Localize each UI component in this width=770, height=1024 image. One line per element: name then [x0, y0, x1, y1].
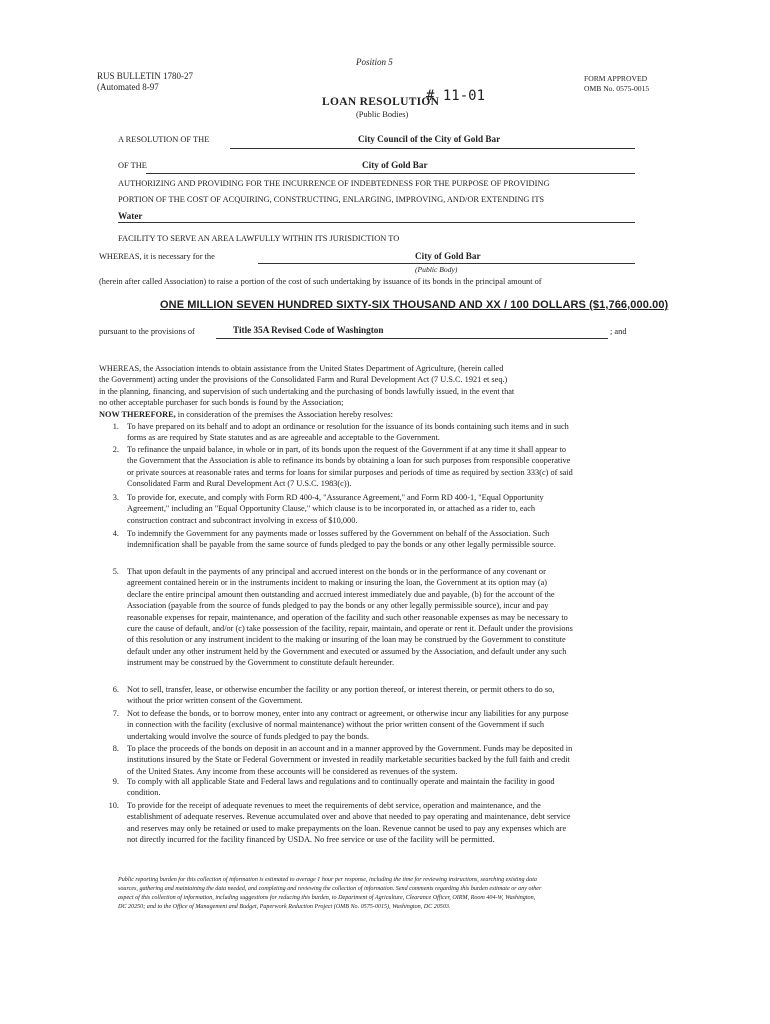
item-number: 5.: [112, 567, 119, 576]
item-text: To have prepared on its behalf and to adopt an ordinance or resolution for the issuance of its bonds containing such items and in such forms as are required by State statutes and as are agreeable and acceptable to the Government.: [127, 422, 569, 443]
whereas-underline: [258, 263, 635, 264]
item-number: 3.: [112, 493, 119, 502]
item-text: Not to sell, transfer, lease, or otherwise encumber the facility or any portion thereof, or interest therein, or permit others to do so, without the prior written consent of the Government.: [127, 685, 555, 706]
whereas-paragraph-line: in the planning, financing, and supervision of such undertaking and the purchasing of bonds lawfully issued, in the event that: [99, 386, 515, 396]
bulletin-number: RUS BULLETIN 1780-27: [97, 71, 193, 81]
resolution-of-label: A RESOLUTION OF THE: [118, 135, 210, 144]
item-number: 7.: [112, 709, 119, 718]
item-number: 10.: [108, 801, 119, 810]
of-the-label: OF THE: [118, 161, 147, 170]
facility-type: Water: [118, 211, 143, 221]
now-therefore-line: [99, 409, 644, 420]
pursuant-label: pursuant to the provisions of: [99, 327, 195, 336]
whereas-paragraph-line: no other acceptable purchaser for such bonds is found by the Association;: [99, 398, 344, 408]
item-text: To place the proceeds of the bonds on deposit in an account and in a manner approved by the Government. Funds may be deposited in institutions insured by the State or Federal Government or invested in readily marketable securities backed by the full faith and credit of the United States. Any income from these accounts will be considered as revenues of the system.: [127, 744, 573, 776]
item-text: To provide for, execute, and comply with Form RD 400-4, "Assurance Agreement," and Form RD 400-1, "Equal Opportunity Agreement," including an "Equal Opportunity Clause," which clause is to be incorporated in, or attached as a rider to, each construction contract and subcontract involving in excess of $10,000.: [127, 493, 544, 525]
pursuant-statute: Title 35A Revised Code of Washington: [233, 325, 384, 335]
item-number: 8.: [112, 744, 119, 753]
document-subtitle: (Public Bodies): [356, 110, 409, 119]
item-text: To comply with all applicable State and Federal laws and regulations and to continually operate and maintain the facility in good condition.: [127, 777, 555, 798]
public-body-caption: (Public Body): [415, 265, 458, 274]
pursuant-suffix: ; and: [610, 327, 627, 336]
item-text: That upon default in the payments of any principal and accrued interest on the bonds or in the performance of any covenant or agreement contained herein or in the instruments incident to making or insuring the loan, the Government at its option may (a) declare the entire principal amount then outstanding and accrued interest immediately due and payable, (b) for the account of the Association (payable from the source of funds pledged to pay the bonds or any other legally permissible source), incur and pay reasonable expenses for repair, maintenance, and operation of the facility and such other reasonable expenses as may be necessary to cure the cause of default, and/or (c) take possession of the facility, repair, maintain, and operate or rent it. Default under the provisions of this resolution or any instrument incident to the making or insuring of the loan may be construed by the Government to constitute default under any other instrument held by the Government and executed or assumed by the Association, and default under any such instrument may be construed by the Government to constitute default hereunder.: [127, 567, 573, 668]
item-number: 6.: [112, 685, 119, 694]
resolution-of-value: City Council of the City of Gold Bar: [358, 134, 501, 144]
now-therefore-lead: NOW THEREFORE,: [99, 409, 176, 419]
paperwork-burden-statement: Public reporting burden for this collection of information is estimated to average 1 hour per response, including the time for reviewing instructions, searching existing data sources, gathering and maintaining the data needed, and completing and reviewing the collection of information. Send comments regarding this burden estimate or any other aspect of this collection of information, including suggestions for reducing this burden, to Department of Agriculture, Clearance Officer, OIRM, Room 404-W, Washington, DC 20250; and to the Office of Management and Budget, Paperwork Reduction Project (OMB No. 0575-0015), Washington, DC 20503.: [118, 877, 542, 910]
loan-amount: ONE MILLION SEVEN HUNDRED SIXTY-SIX THOUSAND AND XX / 100 DOLLARS ($1,766,000.00): [160, 299, 669, 311]
item-number: 9.: [112, 777, 119, 786]
whereas-label: WHEREAS, it is necessary for the: [99, 252, 215, 261]
item-number: 4.: [112, 529, 119, 538]
item-text: Not to defease the bonds, or to borrow money, enter into any contract or agreement, or otherwise incur any liabilities for any purpose in connection with the facility (exclusive of normal maintenance) without the prior written consent of the Government if such undertaking would involve the source of funds pledged to pay the bonds.: [127, 709, 569, 741]
pursuant-underline: [216, 338, 608, 339]
of-the-value: City of Gold Bar: [362, 160, 428, 170]
bulletin-date: (Automated 8-97: [97, 82, 159, 92]
form-approved-label: FORM APPROVED: [584, 74, 648, 83]
whereas-paragraph: [99, 363, 644, 420]
association-line: (herein after called Association) to raise a portion of the cost of such undertaking by issuance of its bonds in the principal amount of: [99, 277, 542, 286]
now-therefore-text: in consideration of the premises the Association hereby resolves:: [175, 409, 393, 419]
item-text: To indemnify the Government for any payments made or losses suffered by the Government on behalf of the Association. Such indemnification shall be payable from the same source of funds pledged to pay the bonds or any other legally permissible source.: [127, 529, 556, 550]
item-text: To provide for the receipt of adequate revenues to meet the requirements of debt service, operation and maintenance, and the establishment of adequate reserves. Revenue accumulated over and above that needed to pay operating and maintenance, debt service and reserves may only be retained or used to make prepayments on the loan. Revenue cannot be used to pay any expenses which are not directly incurred for the facility financed by USDA. No free service or use of the facility will be permitted.: [127, 801, 571, 845]
position-label: Position 5: [356, 57, 393, 67]
item-number: 1.: [112, 422, 119, 431]
of-the-underline: [146, 173, 635, 174]
document-title: LOAN RESOLUTION: [322, 96, 440, 108]
resolution-of-underline: [230, 148, 635, 149]
item-number: 2.: [112, 445, 119, 454]
facility-line: FACILITY TO SERVE AN AREA LAWFULLY WITHIN ITS JURISDICTION TO: [118, 234, 400, 243]
authorizing-line-1: AUTHORIZING AND PROVIDING FOR THE INCURRENCE OF INDEBTEDNESS FOR THE PURPOSE OF PROVIDING: [118, 179, 550, 188]
facility-type-underline: [118, 222, 635, 223]
handwritten-resolution-number: # 11-01: [426, 88, 486, 104]
item-text: To refinance the unpaid balance, in whole or in part, of its bonds upon the request of the Government if at any time it shall appear to the Government that the Association is able to refinance its bonds by obtaining a loan for such purposes from responsible cooperative or private sources at reasonable rates and terms for loans for similar purposes and periods of time as required by section 333(c) of said Consolidated Farm and Rural Development Act (7 U.S.C. 1983(c)).: [127, 445, 573, 489]
whereas-paragraph-line: WHEREAS, the Association intends to obtain assistance from the United States Department of Agriculture, (herein called: [99, 364, 504, 373]
whereas-paragraph-line: the Government) acting under the provisions of the Consolidated Farm and Rural Development Act (7 U.S.C. 1921 et seq.): [99, 375, 508, 385]
authorizing-line-2: PORTION OF THE COST OF ACQUIRING, CONSTRUCTING, ENLARGING, IMPROVING, AND/OR EXTENDING ITS: [118, 195, 545, 204]
whereas-public-body: City of Gold Bar: [415, 251, 481, 261]
omb-number: OMB No. 0575-0015: [584, 84, 650, 93]
